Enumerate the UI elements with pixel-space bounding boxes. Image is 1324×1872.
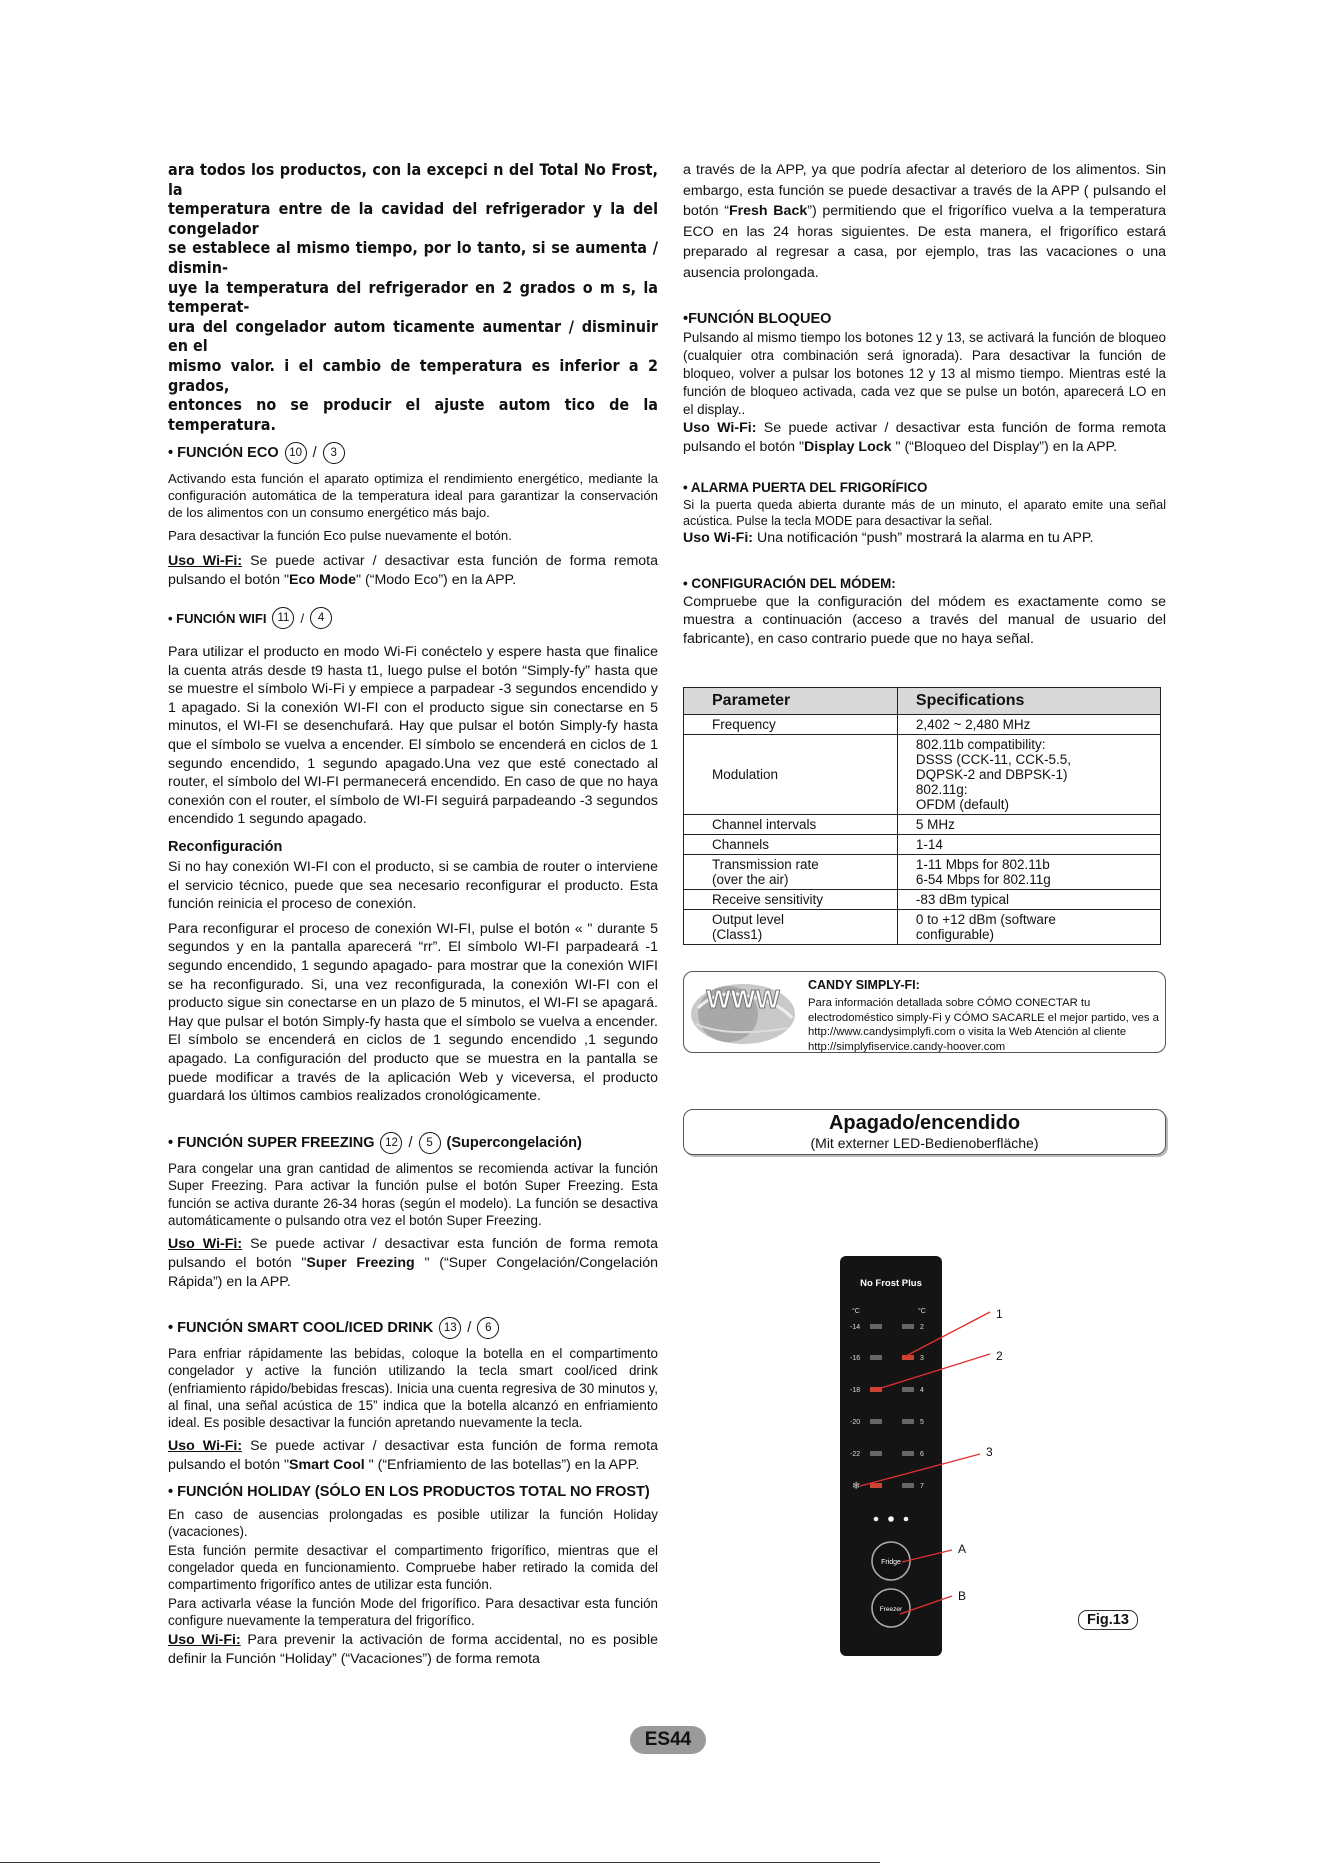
table-row [684, 854, 1161, 889]
cell-line: -83 dBm typical [915, 891, 1009, 907]
temp-label-left: -20 [850, 1419, 861, 1426]
led-indicator-left [870, 1355, 882, 1360]
led-indicator-left [870, 1483, 882, 1488]
text: Se puede activar / desactivar esta función de forma remota pulsando el botón " [683, 420, 1166, 455]
cell-line: Receive sensitivity [712, 891, 824, 907]
text: a través de la APP, ya que podría afectar al deterioro de los alimentos. Sin embargo, esta función se puede desactivar a través de la APP ( pulsando el botón “ [683, 162, 1166, 219]
right-column [683, 160, 1166, 1155]
table-row [684, 834, 1161, 854]
cell-line: configurable) [915, 926, 994, 942]
temp-label-left: -14 [850, 1324, 861, 1331]
paragraph: Esta función permite desactivar el compartimento frigorífico, mientras que el congelador queda en funcionamiento. Compruebe haber retirado la comida del compartimento frigorífico antes de utilizar esta función. [168, 1543, 658, 1593]
text: " (“Bloqueo del Display”) en la APP. [891, 438, 1118, 455]
indicator-dot [874, 1517, 879, 1522]
param-cell [684, 814, 898, 834]
cell-line: (Class1) [712, 926, 763, 942]
param-cell [684, 889, 898, 909]
button-name: Smart Cool [289, 1456, 365, 1473]
paragraph: Activando esta función el aparato optimiza el rendimiento energético, mediante la configuración automática de la temperatura ideal para garantizar la conservación de los alimentos con un consumo energético más bajo. [168, 471, 658, 521]
unit-left: °C [852, 1308, 860, 1315]
cell-line: Channel intervals [712, 816, 817, 832]
paragraph: Para utilizar el producto en modo Wi-Fi conéctelo y espere hasta que finalice la cuenta atrás desde t9 hasta t1, luego pulse el botón “Simply-fy” hasta que se muestre el símbolo Wi-Fi y empiece a parpadear -3 segundos encendido y 1 apagado. Si la conexión WI-FI con el producto sigue sin conectarse en 5 minutos, el WI-FI se desenchufará. Hay que pulsar el botón Simply-fy hasta que el símbolo se vuelva a encender. El símbolo se encenderá en ciclos de 1 segundo encendido, 1 segundo apagado.Una vez que esté conectado al router, el símbolo del WI-FI permanecerá encendido. En caso de que no haya conexión con el router, el símbolo de WI-FI seguirá parpadeando -3 segundos encendido 1 segundo apagado. [168, 644, 658, 828]
spec-cell [897, 834, 1160, 854]
cell-line: 1-11 Mbps for 802.11b [915, 856, 1050, 872]
indicator-dot [888, 1516, 894, 1522]
temp-label-right: 2 [920, 1324, 924, 1331]
led-indicator-left [870, 1451, 882, 1456]
cell-line: 1-14 [915, 836, 943, 852]
cell-line: Modulation [712, 766, 779, 782]
text: Se puede activar / desactivar esta función de forma remota pulsando el botón " [168, 1438, 658, 1473]
intro-paragraph [168, 160, 658, 434]
callout-label: A [958, 1542, 967, 1556]
cell-line: 5 MHz [915, 816, 955, 832]
candy-simplyfi-box [683, 971, 1166, 1053]
text: Para prevenir la activación de forma accidental, no es posible definir la Función “Holiday” (“Vacaciones”) de forma remota [168, 1632, 658, 1667]
intro-line: se establece al mismo tiempo, por lo tanto, si se aumenta / dismin- [168, 238, 658, 277]
section-banner [683, 1109, 1166, 1155]
section-title [168, 1132, 658, 1154]
led-indicator-left [870, 1419, 882, 1424]
cell-line: Frequency [712, 716, 776, 732]
spec-cell [897, 814, 1160, 834]
cell-line: DSSS (CCK-11, CCK-5.5, [915, 751, 1071, 767]
table-row [684, 714, 1161, 734]
continuation-paragraph [683, 160, 1166, 283]
candy-description: Para información detallada sobre CÓMO CONECTAR tu electrodoméstico simply-Fi y CÓMO SACARLE el mejor partido, ves a http://www.candysimplyfi.com o visita la Web Atención al cliente http://simplyfiservice.candy-hoover.com [808, 997, 1159, 1053]
section-alarma [683, 480, 1166, 548]
wifi-usage [168, 1437, 658, 1474]
button-number-badge: 11 [272, 607, 294, 629]
callout-label: 2 [996, 1349, 1003, 1363]
temp-label-left: -22 [850, 1451, 861, 1458]
cell-line: OFDM (default) [915, 796, 1009, 812]
button-name: Super Freezing [306, 1254, 415, 1271]
intro-line: temperatura entre de la cavidad del refrigerador y la del congelador [168, 199, 658, 238]
button-number-badge: 13 [439, 1317, 461, 1339]
section-title: • FUNCIÓN HOLIDAY (SÓLO EN LOS PRODUCTOS TOTAL NO FROST) [168, 1484, 650, 1501]
section-title [168, 607, 658, 629]
separator: / [408, 1134, 413, 1151]
intro-line: entonces no se producir el ajuste autom tico de la temperatura. [168, 395, 658, 434]
table-header: Parameter [684, 687, 898, 714]
text: Se puede activar / desactivar esta función de forma remota pulsando el botón " [168, 1236, 658, 1271]
button-number-badge: 6 [477, 1317, 499, 1339]
button-number-badge: 5 [419, 1132, 441, 1154]
temp-label-left: -16 [850, 1355, 861, 1362]
led-indicator-left [870, 1324, 882, 1329]
section-title-suffix: (Supercongelación) [446, 1134, 582, 1151]
control-panel-illustration [840, 1256, 1120, 1656]
separator: / [312, 445, 317, 462]
button-name: Display Lock [804, 438, 892, 455]
callout-label: B [958, 1589, 967, 1603]
control-panel-figure [840, 1256, 1120, 1656]
paragraph: Si no hay conexión WI-FI con el producto, si se cambia de router o interviene el servicio técnico, puede que sea necesario reconfigurar el producto. Esta función reinicia el proceso de conexión. [168, 859, 658, 913]
text: Una notificación “push” mostrará la alarma en tu APP. [753, 530, 1094, 547]
temp-label-right: 4 [920, 1387, 924, 1394]
param-cell [684, 734, 898, 814]
wifi-label: Uso Wi-Fi: [683, 420, 757, 436]
button-number-badge: 4 [310, 607, 332, 629]
wifi-usage [683, 529, 1166, 548]
text: " (“Super Congelación/Congelación Rápida”) en la APP. [168, 1254, 658, 1290]
wifi-label: Uso Wi-Fi: [168, 1438, 243, 1455]
wifi-usage [683, 419, 1166, 456]
section-bloqueo [683, 311, 1166, 456]
freezer-button-label: Freezer [879, 1606, 903, 1613]
text: Se puede activar / desactivar esta función de forma remota pulsando el botón " [168, 552, 658, 588]
wifi-label: Uso Wi-Fi: [168, 552, 243, 569]
cell-line: 2,402 ~ 2,480 MHz [915, 716, 1031, 732]
paragraph: Para activarla véase la función Mode del frigorífico. Para desactivar esta función configure nuevamente la temperatura del frigorífico. [168, 1596, 658, 1629]
left-column [168, 160, 658, 1675]
param-cell [684, 854, 898, 889]
wifi-label: Uso Wi-Fi: [168, 1632, 241, 1649]
spec-cell [897, 734, 1160, 814]
temp-label-right: 5 [920, 1419, 924, 1426]
intro-line: mismo valor. i el cambio de temperatura es inferior a 2 grados, [168, 355, 658, 395]
paragraph: Para enfriar rápidamente las bebidas, coloque la botella en el compartimento congelador y active la función utilizando la tecla smart cool/iced drink (enfriamiento rápido/bebidas frescas). Inicia una cuenta regresiva de 30 minutos y, al final, una señal acústica de 15” indica que la botella alcanzó en enfriamiento ideal. Es posible desactivar la función apretando nuevamente la tecla. [168, 1346, 658, 1430]
section-title [168, 1317, 658, 1339]
wifi-usage [168, 552, 658, 589]
globe-www-icon [688, 978, 798, 1046]
wifi-usage [168, 1631, 658, 1668]
wifi-usage [168, 1235, 658, 1291]
fridge-button-label: Fridge [881, 1559, 901, 1566]
section-title [168, 442, 658, 464]
cell-line: 0 to +12 dBm (software [915, 911, 1056, 927]
wifi-label: Uso Wi-Fi: [168, 1236, 243, 1253]
logo-text: WWW [706, 983, 780, 1014]
callout-label: 3 [986, 1445, 993, 1459]
section-wifi [168, 607, 658, 1106]
indicator-dot [904, 1517, 909, 1522]
led-indicator-right [902, 1419, 914, 1424]
cell-line: Channels [712, 836, 770, 852]
table-header: Specifications [897, 687, 1160, 714]
button-name: Fresh Back [728, 203, 808, 219]
text: ”) permitiendo que el frigorífico vuelva a la temperatura ECO en las 24 horas siguientes. De esta manera, el frigorífico estará preparado al regresar a casa, por ejemplo, tras las vacaciones o una ausencia prolongada. [683, 203, 1167, 281]
separator: / [300, 610, 305, 626]
button-number-badge: 12 [380, 1132, 402, 1154]
section-title-text: • FUNCIÓN SUPER FREEZING [168, 1134, 375, 1151]
freezer-button[interactable] [872, 1589, 910, 1627]
led-indicator-right [902, 1483, 914, 1488]
spec-cell [897, 889, 1160, 909]
section-title-text: • FUNCIÓN SMART COOL/ICED DRINK [168, 1320, 434, 1337]
cell-line: 6-54 Mbps for 802.11g [915, 871, 1051, 887]
figure-label: Fig.13 [1078, 1610, 1138, 1630]
section-title-text: • FUNCIÓN ECO [168, 445, 279, 462]
cell-line: Transmission rate [712, 856, 819, 872]
spec-cell [897, 854, 1160, 889]
unit-right: °C [918, 1308, 926, 1315]
bottom-rule [0, 1862, 880, 1863]
led-indicator-right [902, 1324, 914, 1329]
banner-title: Apagado/encendido [828, 1111, 1021, 1134]
button-number-badge: 10 [285, 442, 307, 464]
modem-spec-table [683, 687, 1161, 945]
text: " (“Enfriamiento de las botellas”) en la APP. [364, 1456, 640, 1473]
cell-line: 802.11b compatibility: [915, 736, 1046, 752]
paragraph: En caso de ausencias prolongadas es posible utilizar la función Holiday (vacaciones). [168, 1507, 658, 1540]
intro-line: uye la temperatura del refrigerador en 2 grados o m s, la temperat- [168, 277, 658, 317]
callout-label: 1 [996, 1307, 1003, 1321]
paragraph: Para reconfigurar el proceso de conexión WI-FI, pulse el botón « " durante 5 segundos y en la pantalla aparecerá “rr”. El símbolo WI-FI parpadeará -1 segundo encendido, 1 segundo apagado- para mostrar que la conexión WIFI se ha reconfigurado. Si, una vez reconfigurada, la conexión WI-FI con el producto sigue sin conectarse en un plazo de 5 minutos, el WI-FI se apagará. Hay que pulsar el botón Simply-fy hasta que el símbolo se vuelva a encender. El símbolo se encenderá en ciclos de 1 segundo encendido ,1 segundo apagado. La configuración del producto que se muestra en la pantalla se puede modificar a través de la aplicación Web y viceversa, el producto guardará los últimos cambios realizados cronológicamente. [168, 920, 658, 1105]
paragraph: Para congelar una gran cantidad de alimentos se recomienda activar la función Super Freezing. Para activar la función pulse el botón Super Freezing. Esta función se activa durante 26-34 horas (según el modelo). La función se desactiva automáticamente o pulsando otra vez el botón Super Freezing. [168, 1160, 658, 1228]
panel-brand: No Frost Plus [860, 1278, 922, 1289]
paragraph: Pulsando al mismo tiempo los botones 12 y 13, se activará la función de bloqueo (cualquier otra combinación será ignorada). Para desactivar la función de bloqueo, volver a pulsar los botones 12 y 13 al mismo tiempo. Mientras esté la función de bloqueo activada, cada vez que se pulse un botón, aparecerá LO en el display.. [683, 330, 1166, 417]
section-title: • ALARMA PUERTA DEL FRIGORÍFICO [683, 480, 928, 496]
paragraph: Para desactivar la función Eco pulse nuevamente el botón. [168, 528, 512, 544]
cell-line: 802.11g: [915, 781, 968, 797]
temp-label-right: 6 [920, 1451, 924, 1458]
intro-line: ara todos los productos, con la excepci n del Total No Frost, la [168, 160, 658, 199]
param-cell [684, 834, 898, 854]
temp-label-right: 7 [920, 1483, 924, 1490]
table-row [684, 734, 1161, 814]
wifi-label: Uso Wi-Fi: [683, 530, 754, 547]
spec-cell [897, 909, 1160, 944]
intro-line: ura del congelador autom ticamente aumentar / disminuir en el [168, 316, 658, 356]
cell-line: DQPSK-2 and DBPSK-1) [915, 766, 1068, 782]
button-name: Eco Mode [289, 571, 357, 588]
snowflake-icon: ❄ [852, 1481, 861, 1492]
table-row [684, 889, 1161, 909]
led-indicator-right [902, 1355, 914, 1360]
table-row [684, 814, 1161, 834]
temp-label-left: -18 [850, 1387, 861, 1394]
separator: / [467, 1320, 472, 1337]
cell-line: Output level [712, 911, 785, 927]
section-smart-cool [168, 1317, 658, 1474]
section-eco [168, 442, 658, 589]
temp-label-right: 3 [920, 1355, 924, 1362]
paragraph: Si la puerta queda abierta durante más de un minuto, el aparato emite una señal acústica. Pulse la tecla MODE para desactivar la señal. [683, 498, 1166, 529]
subheading: Reconfiguración [168, 839, 283, 856]
banner-subtitle: (Mit externer LED-Bedienoberfläche) [810, 1134, 1039, 1151]
candy-text [808, 978, 1159, 1053]
param-cell [684, 909, 898, 944]
paragraph: Compruebe que la configuración del módem es exactamente como se muestra a continuación (acceso a través del manual de usuario del fabricante), en caso contrario puede que no haya señal. [683, 593, 1166, 647]
section-title: •FUNCIÓN BLOQUEO [683, 311, 832, 327]
text: " (“Modo Eco”) en la APP. [356, 571, 517, 588]
cell-line: (over the air) [712, 871, 789, 887]
candy-title: CANDY SIMPLY-FI: [808, 977, 920, 992]
section-title: • CONFIGURACIÓN DEL MÓDEM: [683, 575, 896, 591]
spec-cell [897, 714, 1160, 734]
param-cell [684, 714, 898, 734]
led-indicator-right [902, 1451, 914, 1456]
page-number: ES44 [630, 1726, 706, 1754]
table-row [684, 909, 1161, 944]
table-header-row [684, 687, 1161, 714]
led-indicator-right [902, 1387, 914, 1392]
section-holiday [168, 1484, 658, 1668]
button-number-badge: 3 [323, 442, 345, 464]
section-title-text: • FUNCIÓN WIFI [168, 610, 267, 626]
section-modem [683, 576, 1166, 649]
section-super-freezing [168, 1132, 658, 1291]
